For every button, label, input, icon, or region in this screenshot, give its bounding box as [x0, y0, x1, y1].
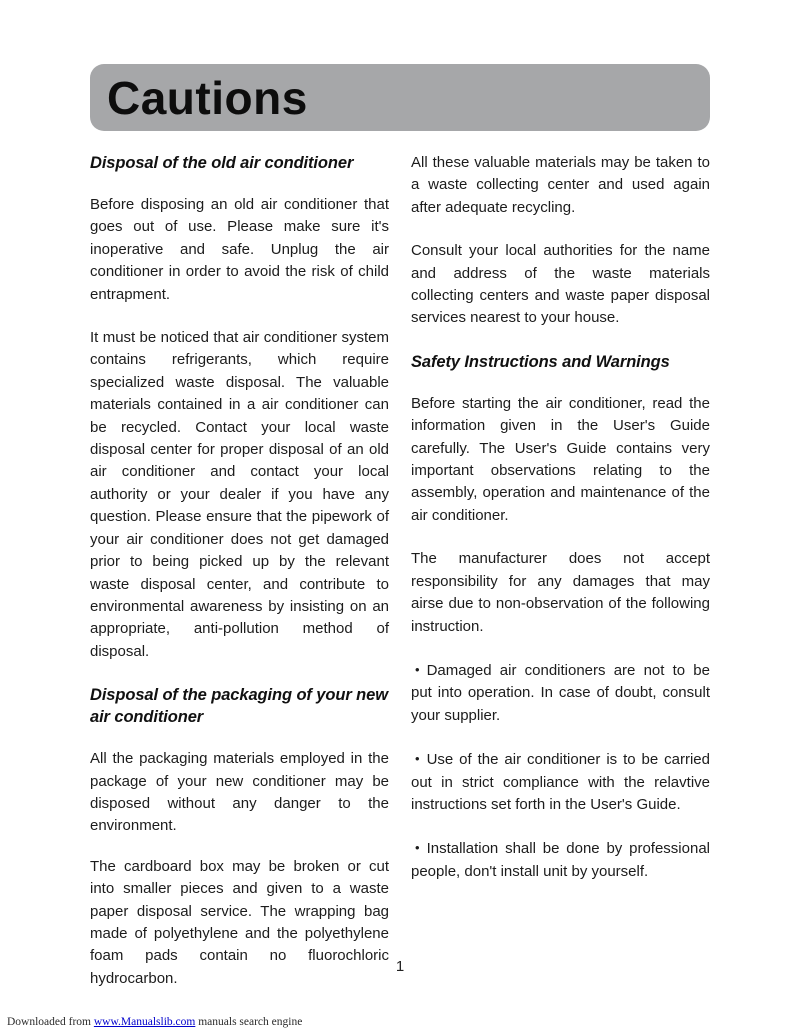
bullet-text: Use of the air conditioner is to be carried out in strict compliance with the relavtive instructions set forth in the User's Guide. — [411, 751, 710, 813]
bullet-icon: • — [415, 840, 420, 856]
paragraph-refrigerants: It must be noticed that air conditioner system contains refrigerants, which require specialized waste disposal. The valuable materials contained in a air conditioner can be recycled. Contact your local waste disposal center for proper disposal of an old air conditioner and contact your local authority or your dealer if you have any question. Please ensure that the pipework of your air conditioner does not get damaged prior to being picked up by the relevant waste disposal center, and contribute to environmental awareness by insisting on an appropriate, anti-pollution method of disposal. — [90, 329, 389, 660]
bullet-item-damaged — [411, 659, 710, 727]
right-column — [411, 152, 710, 1011]
heading-safety-instructions: Safety Instructions and Warnings — [411, 352, 670, 371]
bullet-item-compliance — [411, 748, 710, 816]
download-footer — [7, 1016, 302, 1028]
manualslib-link[interactable]: www.Manualslib.com — [93, 1016, 196, 1028]
page-banner — [90, 64, 710, 131]
heading-disposal-old-air-conditioner: Disposal of the old air conditioner — [90, 154, 354, 172]
footer-prefix: Downloaded from — [7, 1016, 91, 1028]
heading-disposal-packaging: Disposal of the packaging of your new air conditioner — [90, 686, 388, 727]
bullet-text: Installation shall be done by professional people, don't install unit by yourself. — [411, 840, 710, 880]
page-title: Cautions — [107, 71, 308, 124]
bullet-item-installation — [411, 837, 710, 883]
paragraph-packaging-materials: All the packaging materials employed in the package of your new conditioner may be disposed without any danger to the environment. — [90, 750, 389, 835]
page-number: 1 — [395, 958, 405, 975]
paragraph-manufacturer-responsibility: The manufacturer does not accept responsibility for any damages that may airse due to non-observation of the following instruction. — [411, 550, 710, 635]
paragraph-cardboard-box: The cardboard box may be broken or cut into smaller pieces and given to a waste paper disposal service. The wrapping bag made of polyethylene and the polyethylene foam pads contain no fluorochloric hydrocarbon. — [90, 857, 389, 987]
paragraph-users-guide: Before starting the air conditioner, read the information given in the User's Guide carefully. The User's Guide contains very important observations relating to the assembly, operation and maintenance of the air conditioner. — [411, 394, 710, 524]
bullet-icon: • — [415, 661, 420, 677]
paragraph-local-authorities: Consult your local authorities for the name and address of the waste materials collecting centers and waste paper disposal services nearest to your house. — [411, 242, 710, 327]
footer-suffix: manuals search engine — [198, 1016, 303, 1028]
paragraph-disposal-intro: Before disposing an old air conditioner that goes out of use. Please make sure it's inoperative and safe. Unplug the air conditioner in order to avoid the risk of child entrapment. — [90, 196, 389, 303]
content-columns — [90, 152, 710, 1011]
bullet-text: Damaged air conditioners are not to be put into operation. In case of doubt, consult your supplier. — [411, 661, 710, 724]
left-column — [90, 152, 389, 1011]
bullet-icon: • — [415, 751, 420, 767]
paragraph-valuable-materials: All these valuable materials may be taken to a waste collecting center and used again after adequate recycling. — [411, 154, 710, 216]
